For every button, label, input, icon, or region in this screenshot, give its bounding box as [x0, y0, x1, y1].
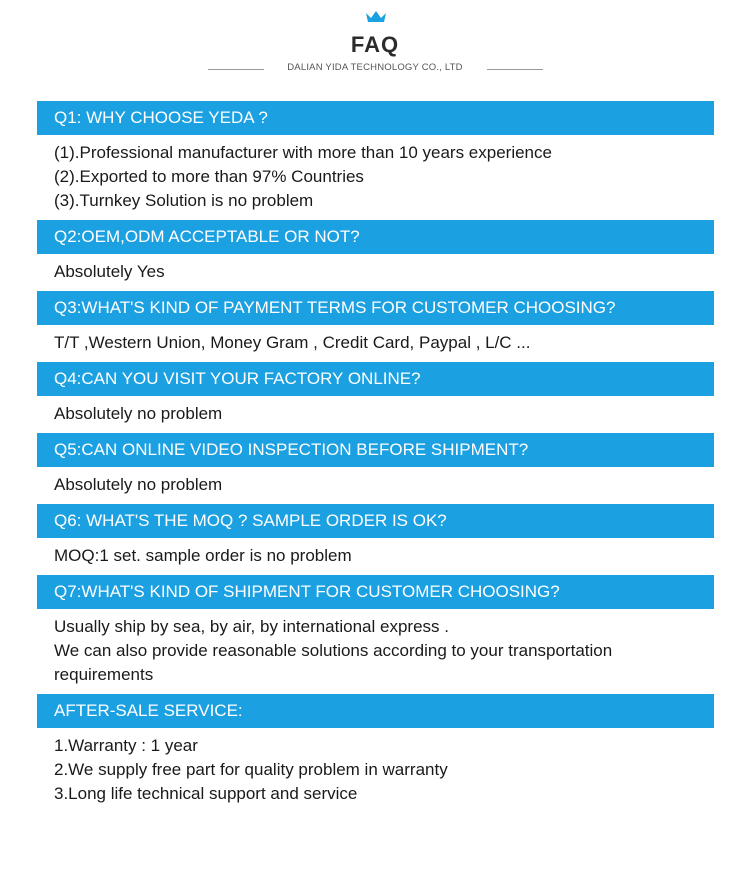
faq-question: Q4:CAN YOU VISIT YOUR FACTORY ONLINE?	[37, 362, 714, 396]
faq-item	[37, 291, 714, 362]
faq-answer	[37, 609, 714, 694]
divider-right	[487, 69, 543, 70]
answer-line: (2).Exported to more than 97% Countries	[54, 167, 364, 186]
faq-question: Q7:WHAT'S KIND OF SHIPMENT FOR CUSTOMER CHOOSING?	[37, 575, 714, 609]
answer-line: Usually ship by sea, by air, by international express .	[54, 617, 449, 636]
faq-item	[37, 101, 714, 220]
answer-line: 2.We supply free part for quality problem in warranty	[54, 760, 448, 779]
answer-line: Absolutely no problem	[54, 475, 223, 494]
faq-list	[37, 101, 714, 813]
answer-line: MOQ:1 set. sample order is no problem	[54, 546, 352, 565]
faq-item	[37, 362, 714, 433]
faq-answer	[37, 538, 714, 575]
answer-line: Absolutely no problem	[54, 404, 223, 423]
faq-item	[37, 220, 714, 291]
company-subtitle-row	[0, 62, 750, 76]
answer-line: T/T ,Western Union, Money Gram , Credit Card, Paypal , L/C ...	[54, 333, 531, 352]
faq-item	[37, 504, 714, 575]
faq-answer	[37, 728, 714, 813]
faq-answer	[37, 467, 714, 504]
faq-item	[37, 433, 714, 504]
faq-question: AFTER-SALE SERVICE:	[37, 694, 714, 728]
faq-question: Q1: WHY CHOOSE YEDA ?	[37, 101, 714, 135]
answer-line: Absolutely Yes	[54, 262, 165, 281]
answer-line: (1).Professional manufacturer with more than 10 years experience	[54, 143, 552, 162]
faq-question: Q6: WHAT'S THE MOQ ? SAMPLE ORDER IS OK?	[37, 504, 714, 538]
faq-answer	[37, 396, 714, 433]
faq-question: Q2:OEM,ODM ACCEPTABLE OR NOT?	[37, 220, 714, 254]
faq-answer	[37, 135, 714, 220]
answer-line: 3.Long life technical support and service	[54, 784, 358, 803]
answer-line: (3).Turnkey Solution is no problem	[54, 191, 314, 210]
faq-question: Q5:CAN ONLINE VIDEO INSPECTION BEFORE SHIPMENT?	[37, 433, 714, 467]
faq-question: Q3:WHAT'S KIND OF PAYMENT TERMS FOR CUSTOMER CHOOSING?	[37, 291, 714, 325]
company-name: DALIAN YIDA TECHNOLOGY CO., LTD	[287, 62, 463, 73]
faq-item	[37, 694, 714, 813]
crown-icon	[365, 10, 387, 24]
answer-line: 1.Warranty : 1 year	[54, 736, 198, 755]
faq-answer	[37, 325, 714, 362]
faq-answer	[37, 254, 714, 291]
page-title: FAQ	[350, 32, 400, 57]
answer-line: We can also provide reasonable solutions according to your transportation requirements	[54, 641, 613, 684]
faq-item	[37, 575, 714, 694]
